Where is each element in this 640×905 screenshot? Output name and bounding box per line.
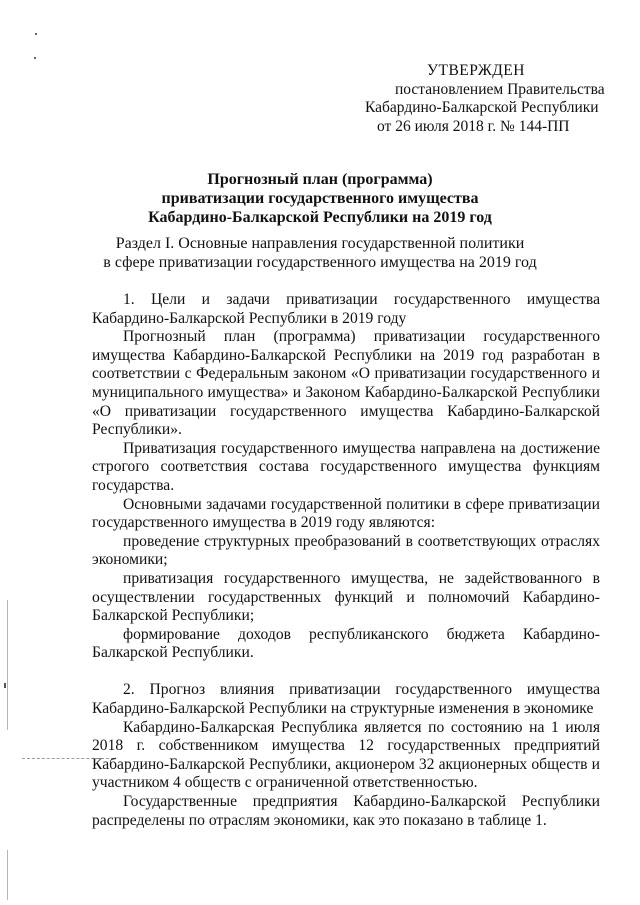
approval-line: Кабардино-Балкарской Республики <box>365 99 599 116</box>
subsection-heading: 1. Цели и задачи приватизации государственного имущества Кабардино-Балкарской Республики в 2019 году <box>92 291 600 327</box>
approval-date-line: от 26 июля 2018 г. № 144-ПП <box>377 117 570 135</box>
scan-edge-line <box>7 600 8 730</box>
section-heading <box>40 234 600 272</box>
section-line: Раздел I. Основные направления государственной политики <box>115 235 525 252</box>
paragraph: Приватизация государственного имущества направлена на достижение строгого соответствия состава государственного имущества функциям государства. <box>92 439 600 494</box>
paragraph: Государственные предприятия Кабардино-Балкарской Республики распределены по отраслям экономики, как это показано в таблице 1. <box>92 793 600 829</box>
section-line: в сфере приватизации государственного имущества на 2019 год <box>103 254 537 271</box>
list-item: формирование доходов республиканского бюджета Кабардино-Балкарской Республики. <box>92 625 600 662</box>
paragraph: Кабардино-Балкарская Республика является по состоянию на 1 июля 2018 г. собственником имущества 12 государственных предприятий Кабардино-Балкарской Республики, акционером 32 акционерных обществ и участником 4 обществ с ограниченной ответственностью. <box>92 718 600 792</box>
paragraph: Прогнозный план (программа) приватизации государственного имущества Кабардино-Балкарской Республики на 2019 год разработан в соответствии с Федеральным законом «О приватизации государственного и муниципального имущества» и Законом Кабардино-Балкарской Республики «О приватизации государственного имущества Кабардино-Балкарской Республики». <box>92 328 600 439</box>
approval-title: УТВЕРЖДЕН <box>427 62 525 79</box>
paragraph: Основными задачами государственной политики в сфере приватизации государственного имущества в 2019 году являются: <box>92 495 600 532</box>
scan-speck <box>35 33 37 35</box>
subsection-heading: 2. Прогноз влияния приватизации государственного имущества Кабардино-Балкарской Республики на структурные изменения в экономике <box>92 681 600 718</box>
title-line: приватизации государственного имущества <box>161 190 479 207</box>
margin-mark <box>4 683 6 688</box>
document-title <box>60 170 580 227</box>
scan-edge-line <box>7 850 8 900</box>
list-item: проведение структурных преобразований в соответствующих отраслях экономики; <box>92 532 600 569</box>
title-line: Кабардино-Балкарской Республики на 2019 год <box>148 209 492 226</box>
document-body <box>92 291 600 830</box>
approval-line: постановлением Правительства <box>395 80 605 98</box>
title-line: Прогнозный план (программа) <box>207 171 433 188</box>
approval-block <box>365 62 615 136</box>
list-item: приватизация государственного имущества, не задействованного в осуществлении государственных функций и полномочий Кабардино-Балкарской Республики; <box>92 569 600 625</box>
scan-speck <box>34 57 36 59</box>
